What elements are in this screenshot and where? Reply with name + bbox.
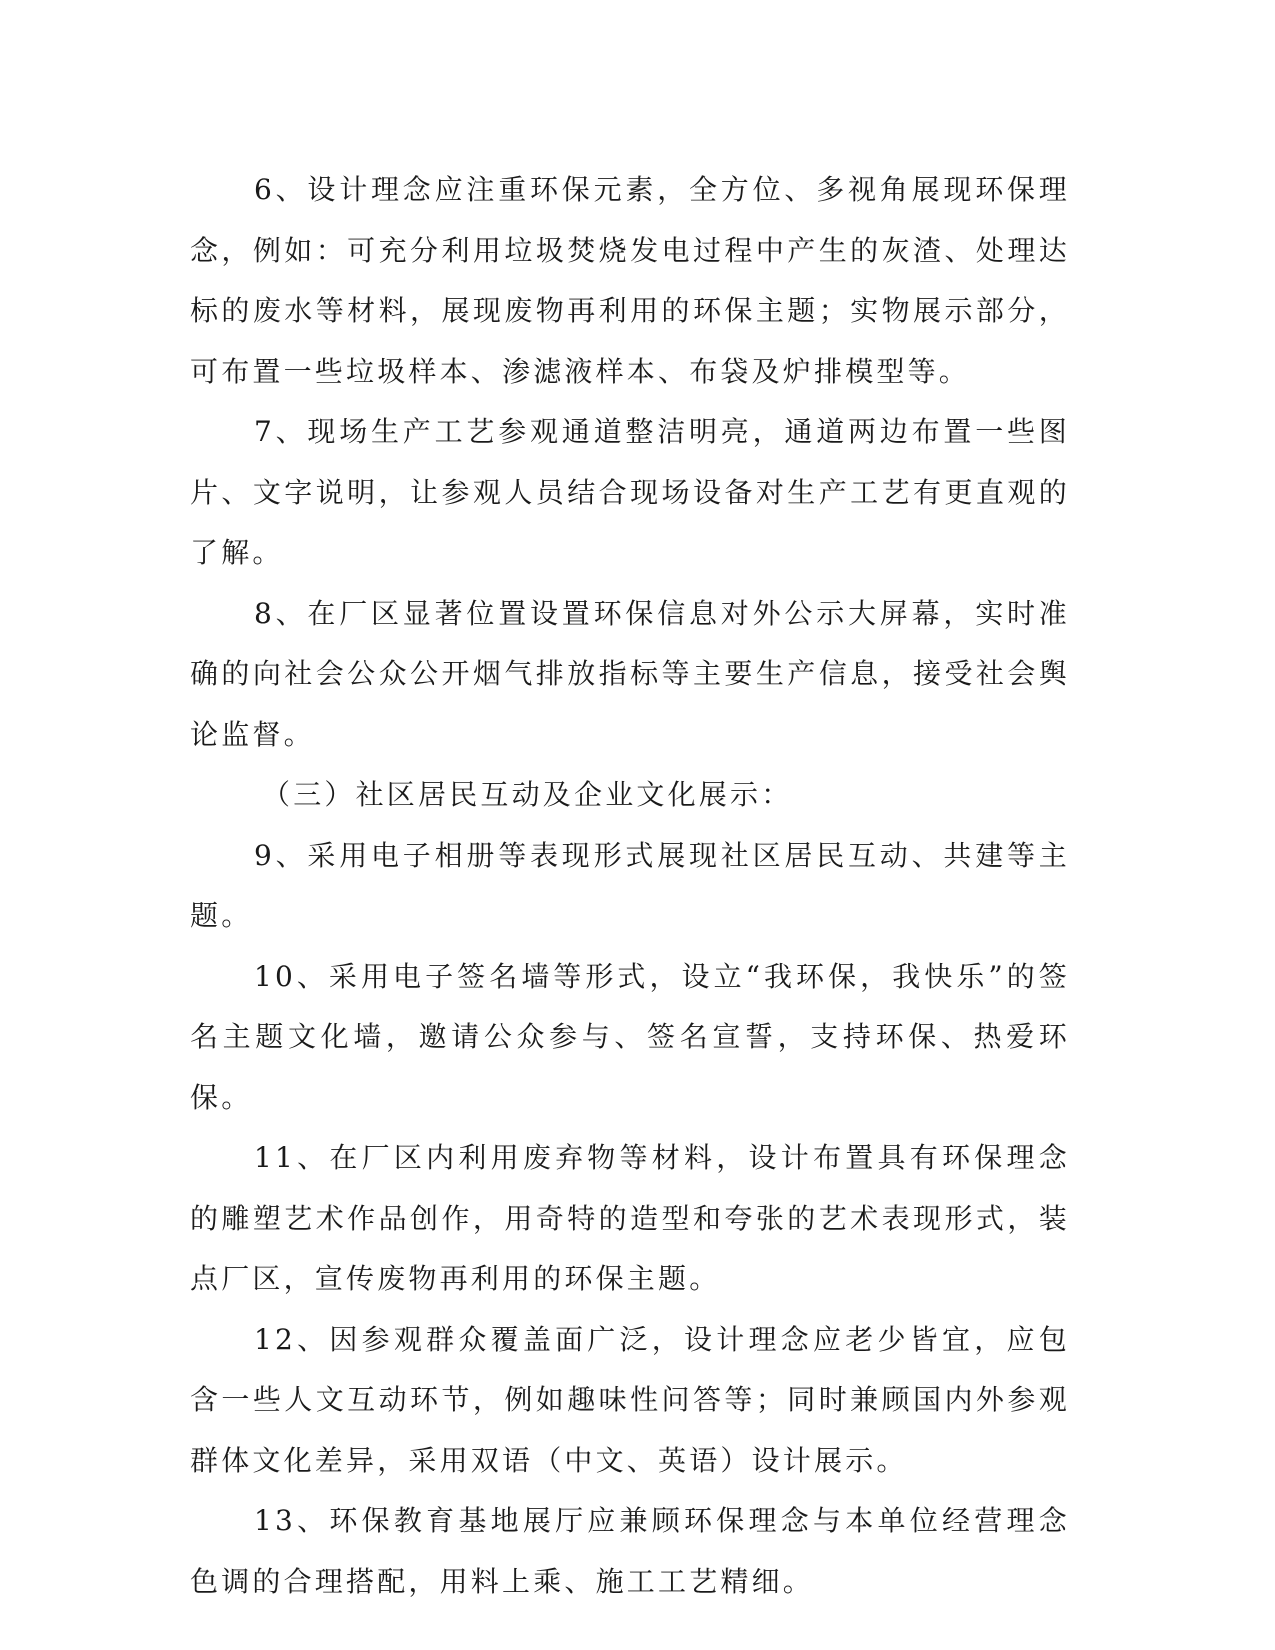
document-body — [190, 160, 1070, 1612]
paragraph-item-12: 12、因参观群众覆盖面广泛，设计理念应老少皆宜，应包含一些人文互动环节，例如趣味性问答等；同时兼顾国内外参观群体文化差异，采用双语（中文、英语）设计展示。 — [190, 1322, 1070, 1477]
section-heading-3: （三）社区居民互动及企业文化展示： — [262, 778, 793, 811]
paragraph-item-13: 13、环保教育基地展厅应兼顾环保理念与本单位经营理念色调的合理搭配，用料上乘、施工工艺精细。 — [190, 1504, 1070, 1598]
paragraph-item-11: 11、在厂区内利用废弃物等材料，设计布置具有环保理念的雕塑艺术作品创作，用奇特的造型和夸张的艺术表现形式，装点厂区，宣传废物再利用的环保主题。 — [190, 1141, 1070, 1295]
paragraph-item-7: 7、现场生产工艺参观通道整洁明亮，通道两边布置一些图片、文字说明，让参观人员结合现场设备对生产工艺有更直观的了解。 — [190, 415, 1070, 569]
paragraph-item-8: 8、在厂区显著位置设置环保信息对外公示大屏幕，实时准确的向社会公众公开烟气排放指标等主要生产信息，接受社会舆论监督。 — [190, 596, 1070, 751]
paragraph-item-9: 9、采用电子相册等表现形式展现社区居民互动、共建等主题。 — [190, 838, 1070, 932]
paragraph-item-6: 6、设计理念应注重环保元素，全方位、多视角展现环保理念，例如：可充分利用垃圾焚烧发电过程中产生的灰渣、处理达标的废水等材料，展现废物再利用的环保主题；实物展示部分，可布置一些垃圾样本、渗滤液样本、布袋及炉排模型等。 — [190, 173, 1070, 388]
paragraph-item-10: 10、采用电子签名墙等形式，设立“我环保，我快乐”的签名主题文化墙，邀请公众参与、签名宣誓，支持环保、热爱环保。 — [190, 959, 1070, 1114]
